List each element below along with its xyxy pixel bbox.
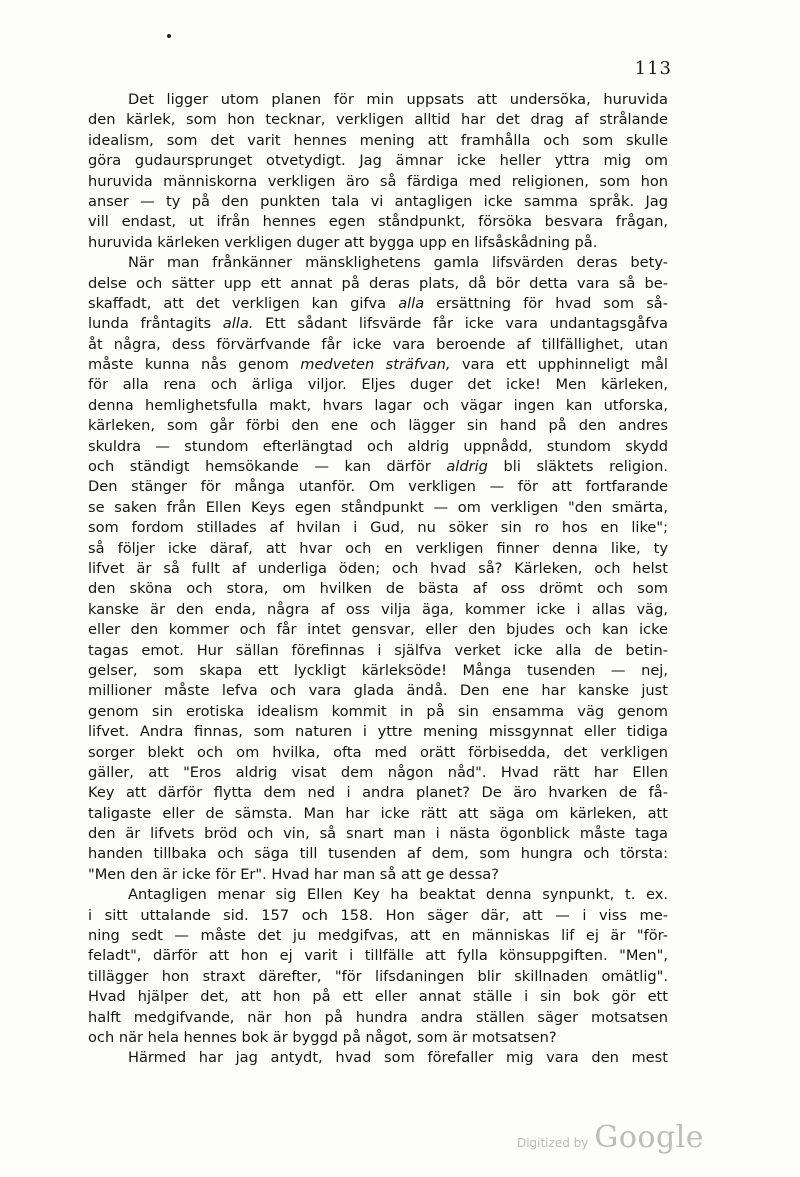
emphasized-text: aldrig [446, 458, 488, 476]
text-segment: göra gudaursprunget otvetydigt. Jag ämnar icke heller yttra mig om [88, 152, 668, 170]
text-line [88, 1028, 668, 1048]
text-segment: skaffadt, att det verkligen kan gifva [88, 294, 399, 312]
emphasized-text: alla. [222, 315, 254, 333]
text-line [88, 172, 668, 192]
text-segment: handen tillbaka och säga till tusenden af dem, som hungra och törsta: [88, 845, 668, 863]
text-segment: huruvida människorna verkligen äro så färdiga med religionen, som hon [88, 172, 668, 190]
text-line [88, 559, 668, 579]
digitized-label: Digitized by [516, 1136, 589, 1150]
text-line [88, 661, 668, 681]
text-segment: den kärlek, som hon tecknar, verkligen alltid har det drag af strålande [88, 111, 668, 129]
text-segment: tillägger hon straxt därefter, "för lifsdaningen blir skillnaden omätlig". [88, 967, 668, 985]
text-line [88, 498, 668, 518]
text-segment: för alla rena och ärliga viljor. Eljes duger det icke! Men kärleken, [88, 376, 668, 394]
text-line [88, 457, 668, 477]
text-segment: genom sin erotiska idealism kommit in på sin ensamma väg genom [88, 702, 668, 720]
text-segment: ersättning för hvad som så- [424, 294, 669, 312]
text-line [88, 946, 668, 966]
text-line [88, 824, 668, 844]
text-segment: ning sedt — måste det ju medgifvas, att en människas lif ej är "för- [88, 927, 668, 945]
text-segment: så följer icke däraf, att hvar och en verkligen finner denna like, ty [88, 539, 668, 557]
text-segment: som fordom stillades af hvilan i Gud, nu söker sin ro hos en like"; [88, 519, 668, 537]
text-line [88, 518, 668, 538]
body-text [88, 90, 668, 1069]
text-line [88, 1048, 668, 1068]
text-segment: halft medgifvande, när hon på hundra andra ställen säger motsatsen [88, 1008, 668, 1026]
text-line [88, 743, 668, 763]
text-line [88, 885, 668, 905]
text-line [88, 335, 668, 355]
text-segment: måste kunna nås genom [88, 356, 301, 374]
text-line [88, 477, 668, 497]
text-line [88, 294, 668, 314]
text-line [88, 804, 668, 824]
text-segment: huruvida kärleken verkligen duger att bygga upp en lifsåskådning på. [88, 233, 598, 251]
text-segment: tagas emot. Hur sällan förefinnas i själfva verket icke alla de betin- [88, 641, 668, 659]
text-segment: feladt", därför att hon ej varit i tillfälle att fylla könsuppgiften. "Men", [88, 947, 668, 965]
text-segment: Härmed har jag antydt, hvad som förefaller mig vara den mest [128, 1049, 668, 1067]
text-line [88, 396, 668, 416]
text-segment: Ett sådant lifsvärde får icke vara undantagsgåfva [253, 315, 668, 333]
text-segment: åt några, dess förvärfvande får icke vara beroende af tillfällighet, utan [88, 335, 668, 353]
text-line [88, 90, 668, 110]
google-logo: Google [594, 1120, 704, 1155]
text-line [88, 906, 668, 926]
text-line [88, 274, 668, 294]
text-segment: Det ligger utom planen för min uppsats att undersöka, huruvida [128, 91, 668, 108]
text-segment: gelser, som skapa ett lyckligt kärleksöde! Många tusenden — nej, [88, 661, 668, 679]
text-line [88, 620, 668, 640]
text-line [88, 600, 668, 620]
text-segment: vill endast, ut ifrån hennes egen ståndpunkt, försöka besvara frågan, [88, 213, 668, 231]
text-segment: skuldra — stundom efterlängtad och aldrig uppnådd, stundom skydd [88, 437, 668, 455]
text-line [88, 110, 668, 130]
text-segment: Hvad hjälper det, att hon på ett eller annat ställe i sin bok gör ett [88, 988, 668, 1006]
text-segment: lunda fråntagits [88, 315, 223, 333]
text-line [88, 314, 668, 334]
text-segment: i sitt uttalande sid. 157 och 158. Hon säger där, att — i viss me- [88, 906, 668, 924]
digitized-watermark [517, 1120, 704, 1155]
text-line [88, 967, 668, 987]
text-segment: lifvet. Andra finnas, som naturen i yttre mening missgynnat eller tidiga [88, 723, 668, 741]
text-line [88, 926, 668, 946]
emphasized-text: medveten sträfvan, [300, 356, 451, 374]
text-line [88, 539, 668, 559]
text-segment: kärleken, som går förbi den ene och lägger sin hand på den andres [88, 417, 668, 435]
text-segment: eller den kommer och får intet gensvar, eller den bjudes och kan icke [88, 621, 668, 639]
text-segment: sorger blekt och om hvilka, ofta med orätt förbisedda, det verkligen [88, 743, 668, 761]
text-segment: och ständigt hemsökande — kan därför [88, 458, 447, 476]
text-line [88, 192, 668, 212]
text-line [88, 1008, 668, 1028]
text-line [88, 131, 668, 151]
text-segment: Den stänger för många utanför. Om verkligen — för att fortfarande [88, 478, 668, 496]
text-segment: se saken från Ellen Keys egen ståndpunkt — om verkligen "den smärta, [88, 498, 668, 516]
text-line [88, 844, 668, 864]
page-speck [167, 34, 171, 38]
text-line [88, 722, 668, 742]
text-line [88, 437, 668, 457]
text-line [88, 212, 668, 232]
text-segment: Key att därför flytta dem ned i andra planet? De äro hvarken de få- [88, 784, 668, 802]
text-segment: "Men den är icke för Er". Hvad har man så att ge dessa? [88, 865, 499, 883]
text-line [88, 987, 668, 1007]
text-line [88, 702, 668, 722]
text-segment: anser — ty på den punkten tala vi antagligen icke samma språk. Jag [88, 192, 668, 210]
text-segment: den sköna och stora, om hvilken de bästa af oss drömt och som [88, 580, 668, 598]
text-line [88, 355, 668, 375]
text-line [88, 416, 668, 436]
text-line [88, 375, 668, 395]
text-line [88, 641, 668, 661]
text-segment: delse och sätter upp ett annat på deras plats, då bör detta vara så be- [88, 274, 668, 292]
text-segment: idealism, som det varit hennes mening att framhålla och som skulle [88, 131, 668, 149]
text-segment: När man frånkänner mänsklighetens gamla lifsvärden deras bety- [128, 254, 668, 272]
text-line [88, 763, 668, 783]
page-number: 113 [634, 58, 672, 79]
text-segment: gäller, att "Eros aldrig visat dem någon nåd". Hvad rätt har Ellen [88, 763, 668, 781]
text-segment: Antagligen menar sig Ellen Key ha beaktat denna synpunkt, t. ex. [128, 886, 668, 904]
text-line [88, 865, 668, 885]
text-segment: lifvet är så fullt af underliga öden; och hvad så? Kärleken, och helst [88, 559, 668, 577]
emphasized-text: alla [398, 294, 425, 312]
text-segment: denna hemlighetsfulla makt, hvars lagar och vägar ingen kan utforska, [88, 396, 668, 414]
text-segment: den är lifvets bröd och vin, så snart man i nästa ögonblick måste taga [88, 825, 668, 843]
text-segment: vara ett upphinneligt mål [450, 356, 668, 374]
text-line [88, 151, 668, 171]
text-segment: kanske är den enda, några af oss vilja äga, kommer icke i allas väg, [88, 600, 668, 618]
text-line [88, 253, 668, 273]
text-segment: och när hela hennes bok är byggd på något, som är motsatsen? [88, 1028, 557, 1046]
text-line [88, 233, 668, 253]
text-segment: millioner måste lefva och vara glada ändå. Den ene har kanske just [88, 682, 668, 700]
text-line [88, 579, 668, 599]
text-line [88, 783, 668, 803]
text-segment: taligaste eller de sämsta. Man har icke rätt att säga om kärleken, att [88, 804, 668, 822]
text-segment: bli släktets religion. [487, 458, 668, 476]
text-line [88, 681, 668, 701]
